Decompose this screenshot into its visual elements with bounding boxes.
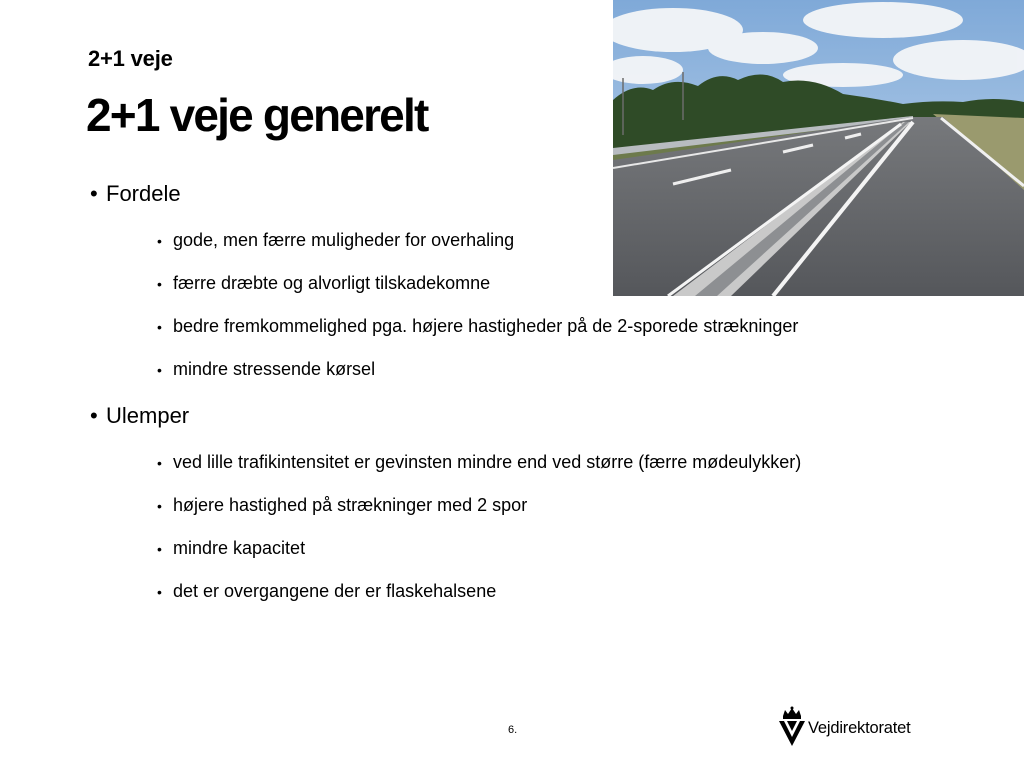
- bullet-text: gode, men færre muligheder for overhaling: [173, 230, 515, 250]
- list-item: • ved lille trafikintensitet er gevinsten mindre end ved større (færre mødeulykker): [157, 452, 802, 472]
- bullet-heading-advantages: Fordele: [106, 181, 181, 206]
- bullet-text: højere hastighed på strækninger med 2 spor: [173, 495, 528, 515]
- list-item: • mindre kapacitet: [157, 538, 306, 558]
- list-item: • Fordele: [90, 181, 181, 206]
- list-item: • gode, men færre muligheder for overhaling: [157, 230, 515, 250]
- bullet-text: ved lille trafikintensitet er gevinsten mindre end ved større (færre mødeulykker): [173, 452, 802, 472]
- bullet-text: mindre kapacitet: [173, 538, 306, 558]
- list-item: • færre dræbte og alvorligt tilskadekomne: [157, 273, 491, 293]
- list-item: • det er overgangene der er flaskehalsene: [157, 581, 497, 601]
- slide-title: 2+1 veje generelt: [86, 89, 428, 141]
- vejdirektoratet-logo: [778, 706, 938, 748]
- road-photo-icon: [613, 0, 1024, 296]
- list-item: • bedre fremkommelighed pga. højere hastigheder på de 2-sporede strækninger: [157, 316, 799, 336]
- slide-subtitle: 2+1 veje: [88, 46, 173, 71]
- page-number: 6.: [508, 724, 518, 736]
- bullet-text: bedre fremkommelighed pga. højere hastigheder på de 2-sporede strækninger: [173, 316, 799, 336]
- bullet-heading-disadvantages: Ulemper: [106, 403, 190, 428]
- bullet-text: mindre stressende kørsel: [173, 359, 376, 379]
- bullet-text: færre dræbte og alvorligt tilskadekomne: [173, 273, 491, 293]
- bullet-text: det er overgangene der er flaskehalsene: [173, 581, 497, 601]
- list-item: • højere hastighed på strækninger med 2 spor: [157, 495, 528, 515]
- list-item: • Ulemper: [90, 403, 190, 428]
- list-item: • mindre stressende kørsel: [157, 359, 376, 379]
- crown-shield-icon: [778, 706, 806, 748]
- logo-text: Vejdirektoratet: [808, 719, 911, 737]
